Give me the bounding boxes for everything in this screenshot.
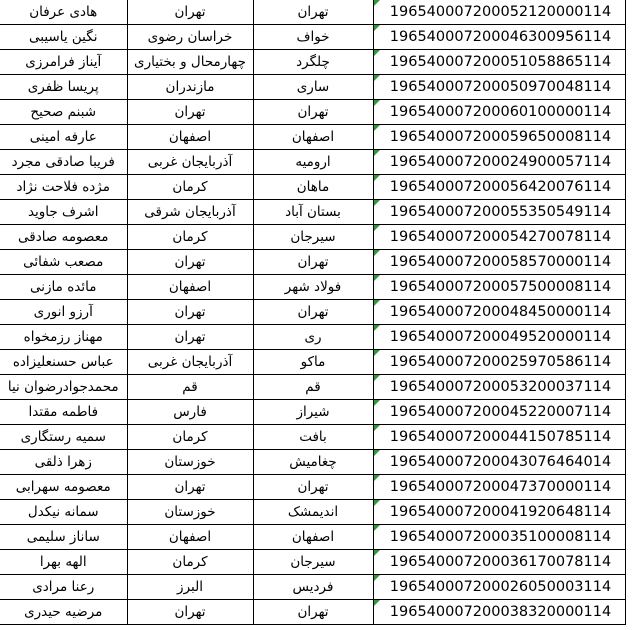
cell-code[interactable]: 196540007200051058865114 <box>373 50 625 75</box>
cell-name[interactable]: مهناز رزمخواه <box>0 325 127 350</box>
table-row <box>0 100 625 125</box>
table-row <box>0 550 625 575</box>
cell-province[interactable]: اصفهان <box>127 275 253 300</box>
table-row <box>0 425 625 450</box>
cell-province[interactable]: کرمان <box>127 425 253 450</box>
cell-city[interactable]: بستان آباد <box>253 200 373 225</box>
cell-code[interactable]: 196540007200047370000114 <box>373 475 625 500</box>
cell-city[interactable]: تهران <box>253 0 373 25</box>
cell-name[interactable]: معصومه صادقی <box>0 225 127 250</box>
cell-province[interactable]: کرمان <box>127 175 253 200</box>
cell-city[interactable]: سیرجان <box>253 225 373 250</box>
table-row <box>0 500 625 525</box>
cell-code[interactable]: 196540007200052120000114 <box>373 0 625 25</box>
table-row <box>0 175 625 200</box>
cell-city[interactable]: اصفهان <box>253 525 373 550</box>
cell-name[interactable]: زهرا ذلقی <box>0 450 127 475</box>
table-row <box>0 325 625 350</box>
cell-city[interactable]: چلگرد <box>253 50 373 75</box>
cell-name[interactable]: شبنم صحیح <box>0 100 127 125</box>
cell-name[interactable]: محمدجوادرضوان نیا <box>0 375 127 400</box>
cell-city[interactable]: تهران <box>253 600 373 625</box>
cell-name[interactable]: مژده فلاحت نژاد <box>0 175 127 200</box>
table-row <box>0 200 625 225</box>
cell-name[interactable]: آرزو انوری <box>0 300 127 325</box>
cell-province[interactable]: آذربایجان شرقی <box>127 200 253 225</box>
cell-code[interactable]: 196540007200059650008114 <box>373 125 625 150</box>
cell-code[interactable]: 196540007200036170078114 <box>373 550 625 575</box>
table-row <box>0 75 625 100</box>
cell-city[interactable]: ارومیه <box>253 150 373 175</box>
cell-province[interactable]: البرز <box>127 575 253 600</box>
cell-city[interactable]: ماکو <box>253 350 373 375</box>
cell-city[interactable]: ماهان <box>253 175 373 200</box>
table-row <box>0 525 625 550</box>
cell-code[interactable]: 196540007200049520000114 <box>373 325 625 350</box>
table-row <box>0 250 625 275</box>
cell-province[interactable]: آذربایجان غربی <box>127 150 253 175</box>
cell-province[interactable]: قم <box>127 375 253 400</box>
cell-city[interactable]: قم <box>253 375 373 400</box>
table-row <box>0 575 625 600</box>
cell-code[interactable]: 196540007200053200037114 <box>373 375 625 400</box>
cell-code[interactable]: 196540007200024900057114 <box>373 150 625 175</box>
cell-city[interactable]: سیرجان <box>253 550 373 575</box>
cell-code[interactable]: 196540007200050970048114 <box>373 75 625 100</box>
cell-city[interactable]: بافت <box>253 425 373 450</box>
cell-city[interactable]: اندیمشک <box>253 500 373 525</box>
cell-province[interactable]: کرمان <box>127 550 253 575</box>
cell-code[interactable]: 196540007200035100008114 <box>373 525 625 550</box>
cell-name[interactable]: عارفه امینی <box>0 125 127 150</box>
table-row <box>0 375 625 400</box>
table-row <box>0 300 625 325</box>
cell-province[interactable]: مازندران <box>127 75 253 100</box>
cell-code[interactable]: 196540007200058570000114 <box>373 250 625 275</box>
cell-city[interactable]: چغامیش <box>253 450 373 475</box>
cell-province[interactable]: خوزستان <box>127 500 253 525</box>
table-row <box>0 275 625 300</box>
cell-province[interactable]: تهران <box>127 100 253 125</box>
cell-city[interactable]: اصفهان <box>253 125 373 150</box>
table-row <box>0 600 625 625</box>
table-row <box>0 150 625 175</box>
cell-name[interactable]: معصومه سهرابی <box>0 475 127 500</box>
cell-code[interactable]: 196540007200043076464014 <box>373 450 625 475</box>
table-row <box>0 475 625 500</box>
cell-city[interactable]: ساری <box>253 75 373 100</box>
cell-province[interactable]: تهران <box>127 475 253 500</box>
cell-city[interactable]: خواف <box>253 25 373 50</box>
cell-name[interactable]: مصعب شفائی <box>0 250 127 275</box>
cell-code[interactable]: 196540007200025970586114 <box>373 350 625 375</box>
cell-name[interactable]: اشرف جاوید <box>0 200 127 225</box>
cell-name[interactable]: آیناز فرامرزی <box>0 50 127 75</box>
cell-code[interactable]: 196540007200038320000114 <box>373 600 625 625</box>
cell-code[interactable]: 196540007200048450000114 <box>373 300 625 325</box>
cell-city[interactable]: تهران <box>253 100 373 125</box>
cell-name[interactable]: رعنا مرادی <box>0 575 127 600</box>
cell-code[interactable]: 196540007200044150785114 <box>373 425 625 450</box>
cell-code[interactable]: 196540007200054270078114 <box>373 225 625 250</box>
table-row <box>0 0 625 25</box>
cell-name[interactable]: مائده مازنی <box>0 275 127 300</box>
cell-province[interactable]: کرمان <box>127 225 253 250</box>
table-row <box>0 25 625 50</box>
cell-city[interactable]: تهران <box>253 475 373 500</box>
cell-province[interactable]: اصفهان <box>127 525 253 550</box>
table-row <box>0 50 625 75</box>
cell-name[interactable]: فاطمه مقتدا <box>0 400 127 425</box>
table-row <box>0 350 625 375</box>
cell-province[interactable]: تهران <box>127 600 253 625</box>
cell-name[interactable]: مرضیه حیدری <box>0 600 127 625</box>
cell-name[interactable]: هادی عرفان <box>0 0 127 25</box>
table-row <box>0 125 625 150</box>
cell-province[interactable]: تهران <box>127 300 253 325</box>
cell-province[interactable]: اصفهان <box>127 125 253 150</box>
cell-name[interactable]: ساناز سلیمی <box>0 525 127 550</box>
cell-code[interactable]: 196540007200026050003114 <box>373 575 625 600</box>
cell-name[interactable]: نگین یاسیبی <box>0 25 127 50</box>
cell-city[interactable]: فردیس <box>253 575 373 600</box>
cell-city[interactable]: تهران <box>253 300 373 325</box>
cell-province[interactable]: تهران <box>127 0 253 25</box>
cell-name[interactable]: عباس حسنعلیزاده <box>0 350 127 375</box>
cell-province[interactable]: خوزستان <box>127 450 253 475</box>
cell-code[interactable]: 196540007200055350549114 <box>373 200 625 225</box>
cell-name[interactable]: پریسا ظفری <box>0 75 127 100</box>
cell-code[interactable]: 196540007200056420076114 <box>373 175 625 200</box>
cell-code[interactable]: 196540007200041920648114 <box>373 500 625 525</box>
cell-city[interactable]: فولاد شهر <box>253 275 373 300</box>
cell-province[interactable]: تهران <box>127 250 253 275</box>
cell-code[interactable]: 196540007200046300956114 <box>373 25 625 50</box>
cell-name[interactable]: الهه بهرا <box>0 550 127 575</box>
cell-name[interactable]: فریبا صادقی مجرد <box>0 150 127 175</box>
cell-city[interactable]: ری <box>253 325 373 350</box>
cell-name[interactable]: سمیه رستگاری <box>0 425 127 450</box>
table-row <box>0 450 625 475</box>
cell-name[interactable]: سمانه نیکدل <box>0 500 127 525</box>
cell-province[interactable]: فارس <box>127 400 253 425</box>
cell-province[interactable]: تهران <box>127 325 253 350</box>
cell-code[interactable]: 196540007200045220007114 <box>373 400 625 425</box>
table-row <box>0 400 625 425</box>
cell-province[interactable]: خراسان رضوی <box>127 25 253 50</box>
table-row <box>0 225 625 250</box>
cell-province[interactable]: چهارمحال و بختیاری <box>127 50 253 75</box>
cell-city[interactable]: تهران <box>253 250 373 275</box>
cell-province[interactable]: آذربایجان غربی <box>127 350 253 375</box>
cell-code[interactable]: 196540007200057500008114 <box>373 275 625 300</box>
cell-city[interactable]: شیراز <box>253 400 373 425</box>
cell-code[interactable]: 196540007200060100000114 <box>373 100 625 125</box>
